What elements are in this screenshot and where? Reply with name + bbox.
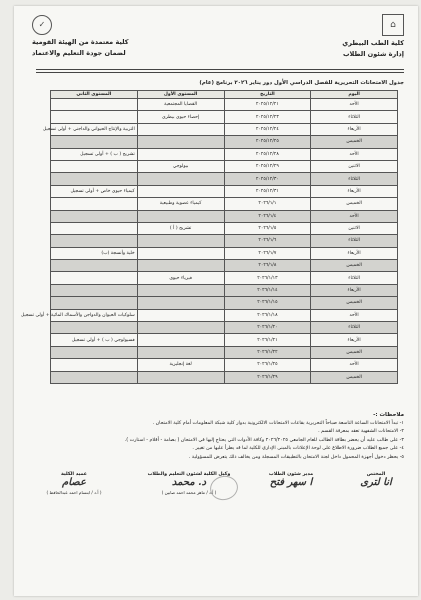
date-cell: ٢٠٢٦/١/٨: [224, 260, 311, 272]
level-1-exam-cell: القضايا المجتمعية: [137, 99, 224, 111]
date-cell: ٢٠٢٦/١/٢٠: [224, 322, 311, 334]
date-cell: ٢٠٢٥/١٢/٢٤: [224, 123, 311, 135]
date-cell: ٢٠٢٦/١/٦: [224, 235, 311, 247]
note-item: ٥- يحظر دخول أجهزة المحمول داخل لجنة الامتحان بالتطبيقات المسجلة ومن يخالف ذلك يتعرض للمسؤولية .: [188, 454, 404, 460]
level-1-exam-cell: تشريح ( أ ): [137, 222, 224, 234]
date-cell: ٢٠٢٥/١٢/٣١: [224, 185, 311, 197]
handwritten-signature: ﺩ. ﻣﺤﻤﺪ: [171, 477, 207, 488]
day-cell: الثلاثاء: [311, 322, 398, 334]
level-2-exam-cell: فسيولوجي ( ب ) + أولى تسجيل: [51, 334, 138, 346]
day-cell: الأربعاء: [311, 284, 398, 296]
level-1-exam-cell: [137, 309, 224, 321]
day-cell: الأحد: [311, 210, 398, 222]
day-cell: الثلاثاء: [311, 272, 398, 284]
table-row: [51, 136, 398, 148]
date-cell: ٢٠٢٥/١٢/٢٥: [224, 136, 311, 148]
day-cell: الأربعاء: [311, 185, 398, 197]
note-item: ٤- على جميع الطلاب ضرورة الاطلاع على لوحة الإعلانات بالمبنى الإداري للكلية لما قد يطرأ عليها من تغيير .: [192, 446, 404, 452]
schedule-title: جدول الامتحانات التحريرية للفصل الدراسي الأول دور يناير ٢٠٢٦ برنامج (عام): [199, 80, 404, 86]
day-cell: الخميس: [311, 260, 398, 272]
level-2-exam-cell: [51, 136, 138, 148]
notes-title: ملاحظات :-: [373, 412, 404, 418]
level-1-exam-cell: [137, 148, 224, 160]
signature-title: مدير شئون الطلاب: [268, 472, 314, 477]
note-item: ٢- الامتحانات الشفهية تعقد بمعرفة القسم .: [318, 429, 404, 435]
table-body: [20, 99, 398, 384]
header-date: التاريخ: [224, 91, 311, 99]
level-1-exam-cell: [137, 260, 224, 272]
level-2-exam-cell: [51, 371, 138, 383]
level-1-exam-cell: [137, 123, 224, 135]
level-2-exam-cell: [51, 297, 138, 309]
table-row: [51, 160, 398, 172]
level-2-exam-cell: [51, 346, 138, 358]
level-2-exam-cell: تشريح ( ب ) + أولى تسجيل: [51, 148, 138, 160]
level-1-exam-cell: [137, 322, 224, 334]
level-2-exam-cell: [51, 322, 138, 334]
table-header-row: [51, 91, 398, 99]
level-1-exam-cell: [137, 247, 224, 259]
header-divider: [36, 69, 404, 73]
level-1-exam-cell: بيولوجي: [137, 160, 224, 172]
level-2-exam-cell: [51, 235, 138, 247]
table-row: [51, 272, 398, 284]
table-row: [51, 148, 398, 160]
table-row: [51, 346, 398, 358]
day-cell: الخميس: [311, 346, 398, 358]
day-cell: الأحد: [311, 148, 398, 160]
date-cell: ٢٠٢٥/١٢/٢٩: [224, 160, 311, 172]
day-cell: الأحد: [311, 309, 398, 321]
level-1-exam-cell: [137, 136, 224, 148]
level-1-exam-cell: [137, 235, 224, 247]
date-cell: ٢٠٢٦/١/٢٥: [224, 359, 311, 371]
table-row: [51, 260, 398, 272]
faculty-name: كلية الطب البيطري: [342, 39, 404, 47]
level-2-exam-cell: [51, 160, 138, 172]
level-2-exam-cell: [51, 111, 138, 123]
day-cell: الأحد: [311, 99, 398, 111]
signatory-name: ( أ.د / ابتسام احمد عبدالحافظ ): [46, 490, 102, 495]
date-cell: ٢٠٢٥/١٢/٢١: [224, 99, 311, 111]
faculty-header: [284, 14, 404, 58]
day-cell: الثلاثاء: [311, 111, 398, 123]
date-cell: ٢٠٢٥/١٢/٢٨: [224, 148, 311, 160]
handwritten-signature: ﺍ ﺳﻬﺮ ﻓﺘﺢ: [269, 477, 313, 488]
exam-schedule-table: [20, 90, 398, 384]
table-row: [51, 185, 398, 197]
level-2-exam-cell: [51, 272, 138, 284]
handwritten-signature: ﺍﻧﺎ ﻟﺘﺮﻯ: [360, 477, 392, 488]
date-cell: ٢٠٢٦/١/٧: [224, 247, 311, 259]
level-1-exam-cell: [137, 297, 224, 309]
signature-title: عميد الكلية: [61, 472, 87, 477]
table-row: [51, 359, 398, 371]
date-cell: ٢٠٢٦/١/١٣: [224, 272, 311, 284]
table-row: [51, 371, 398, 383]
date-cell: ٢٠٢٦/١/١٨: [224, 309, 311, 321]
day-cell: الأربعاء: [311, 123, 398, 135]
level-1-exam-cell: لغة إنجليزية: [137, 359, 224, 371]
table-row: [51, 297, 398, 309]
table-row: [51, 247, 398, 259]
day-cell: الخميس: [311, 136, 398, 148]
signature-specialist: [346, 472, 406, 489]
level-1-exam-cell: [137, 173, 224, 185]
date-cell: ٢٠٢٦/١/٥: [224, 222, 311, 234]
level-1-exam-cell: [137, 334, 224, 346]
level-2-exam-cell: خلية وأنسجة (ب): [51, 247, 138, 259]
level-2-exam-cell: [51, 210, 138, 222]
level-2-exam-cell: [51, 284, 138, 296]
level-1-exam-cell: إحصاء حيوي بيطري: [137, 111, 224, 123]
accreditation-header: [32, 14, 192, 57]
level-2-exam-cell: [51, 173, 138, 185]
table-row: [51, 334, 398, 346]
level-1-exam-cell: [137, 185, 224, 197]
date-cell: ٢٠٢٦/١/٢٢: [224, 346, 311, 358]
faculty-logo-icon: ⌂: [382, 14, 404, 36]
level-1-exam-cell: [137, 346, 224, 358]
level-2-exam-cell: [51, 359, 138, 371]
day-cell: الخميس: [311, 371, 398, 383]
date-cell: ٢٠٢٦/١/١٥: [224, 297, 311, 309]
table-row: [51, 99, 398, 111]
day-cell: الاثنين: [311, 160, 398, 172]
signature-dean: [26, 472, 122, 495]
note-item: ٣- على طالب عليه أن يحضر بطاقة الطالب للعام الجامعي ٢٠٢٦/٢٠٢٥ وكافة الأدوات التي يحتاج إليها في الامتحان ( بصامة - أقلام - استارت ).: [124, 437, 404, 443]
date-cell: ٢٠٢٥/١٢/٢٣: [224, 111, 311, 123]
table-row: [51, 210, 398, 222]
notes-section: [32, 412, 404, 462]
day-cell: الاثنين: [311, 222, 398, 234]
header-level-1: المستوى الأول: [137, 91, 224, 99]
level-2-exam-cell: [51, 260, 138, 272]
table-row: [51, 123, 398, 135]
table-row: [51, 235, 398, 247]
level-1-exam-cell: كيمياء عضوية وطبيعية: [137, 198, 224, 210]
exam-schedule-page: [14, 6, 418, 596]
day-cell: الثلاثاء: [311, 235, 398, 247]
day-cell: الأحد: [311, 359, 398, 371]
level-2-exam-cell: سلوكيات الحيوان والدواجن والأسماك المائية + أولى تسجيل: [51, 309, 138, 321]
accreditation-line-2: لضمان جودة التعليم والاعتماد: [32, 48, 126, 57]
level-1-exam-cell: [137, 371, 224, 383]
accreditation-logo-icon: ✓: [32, 15, 52, 35]
signatory-name: ( أ.د / ماهر محمد احمد صابين ): [161, 490, 217, 495]
signature-student-affairs-director: [256, 472, 326, 489]
header-day: اليوم: [311, 91, 398, 99]
day-cell: الخميس: [311, 297, 398, 309]
table-row: [51, 111, 398, 123]
table-row: [51, 284, 398, 296]
day-cell: الثلاثاء: [311, 173, 398, 185]
date-cell: ٢٠٢٦/١/٢٩: [224, 371, 311, 383]
table-row: [51, 173, 398, 185]
date-cell: ٢٠٢٦/١/٤: [224, 210, 311, 222]
level-1-exam-cell: [137, 284, 224, 296]
table-row: [51, 322, 398, 334]
signature-title: وكيل الكلية لشئون التعليم والطلاب: [147, 472, 231, 477]
date-cell: ٢٠٢٦/١/١: [224, 198, 311, 210]
handwritten-signature: ﻋﺼﺎﻡ: [62, 477, 86, 488]
level-2-exam-cell: [51, 222, 138, 234]
note-item: ١- تبدأ الامتحانات الساعة التاسعة صباحاً التحريرية بقاعات الامتحانات الالكترونية بدوار كلية شبكة المعلومات أمام كلية الامتحان .: [152, 421, 404, 426]
level-2-exam-cell: كيمياء حيوي خاص + أولى تسجيل: [51, 185, 138, 197]
department-name: إدارة شئون الطلاب: [342, 50, 404, 58]
header-level-2: المستوى الثاني: [51, 91, 138, 99]
day-cell: الخميس: [311, 198, 398, 210]
level-2-exam-cell: التربية والإنتاج الحيواني والداجني + أولى تسجيل: [51, 123, 138, 135]
date-cell: ٢٠٢٦/١/٢١: [224, 334, 311, 346]
level-1-exam-cell: فيزياء حيوي: [137, 272, 224, 284]
level-1-exam-cell: [137, 210, 224, 222]
date-cell: ٢٠٢٦/١/١٤: [224, 284, 311, 296]
accreditation-line-1: كلية معتمدة من الهيئة القومية: [32, 37, 129, 46]
level-2-exam-cell: [51, 99, 138, 111]
table-row: [51, 309, 398, 321]
date-cell: ٢٠٢٥/١٢/٣٠: [224, 173, 311, 185]
level-2-exam-cell: [51, 198, 138, 210]
day-cell: الأربعاء: [311, 247, 398, 259]
table-row: [51, 222, 398, 234]
signature-title: المختص: [366, 472, 386, 477]
table-row: [51, 198, 398, 210]
day-cell: الأربعاء: [311, 334, 398, 346]
